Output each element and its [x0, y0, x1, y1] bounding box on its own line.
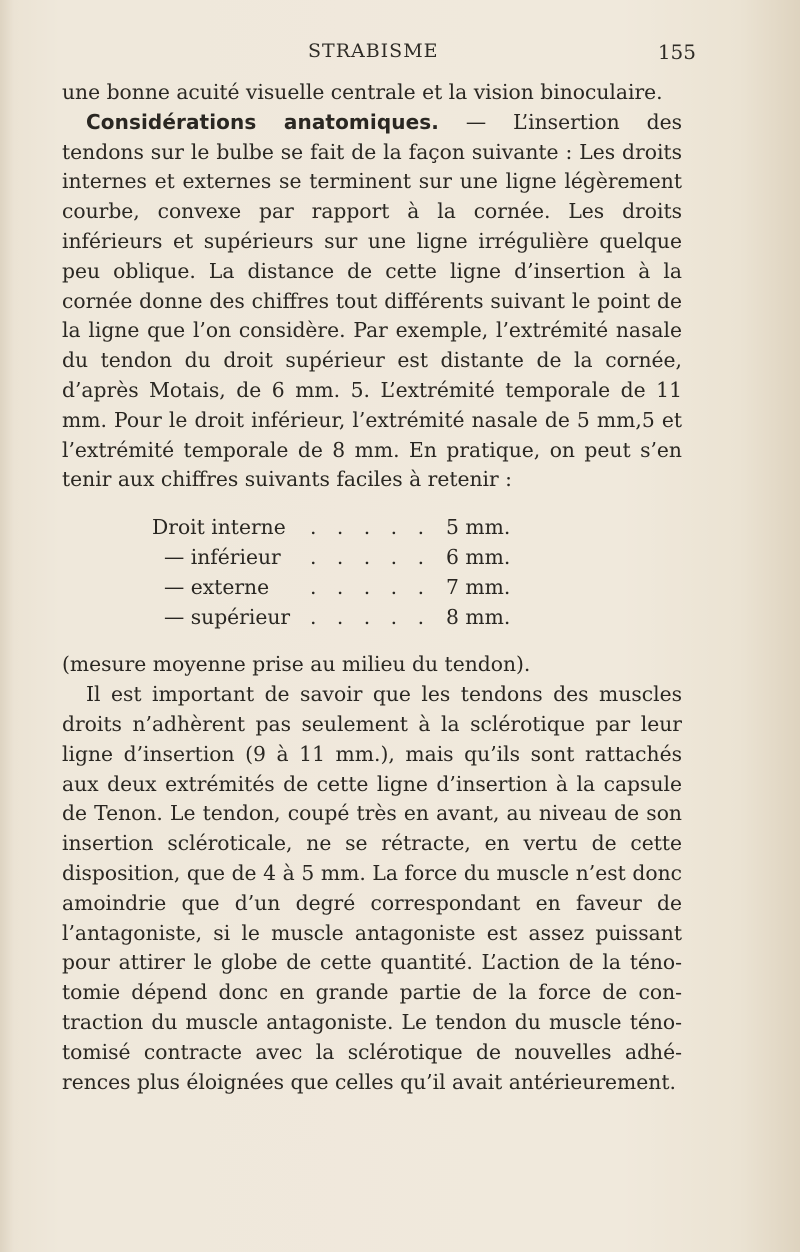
body-text — [62, 78, 682, 1097]
section-heading: Considérations anatomiques. — [86, 109, 439, 134]
measure-value: 6 mm. — [446, 544, 511, 569]
table-row — [152, 543, 510, 573]
measure-value: 8 mm. — [446, 604, 511, 629]
page-header — [62, 40, 696, 70]
leader-dots: . . . . . — [310, 515, 432, 540]
table-row — [152, 603, 510, 633]
paragraph-3: (mesure moyenne prise au milieu du tendon). — [62, 652, 531, 677]
muscle-name: Droit interne — [152, 515, 286, 540]
muscle-name: — externe — [164, 574, 270, 599]
paragraph-2-text: — L’insertion des tendons sur le bulbe se fait de la façon suivante : Les droits internes et externes se terminent sur une ligne légèrement courbe, convexe par rapport à la cornée. Les droits inférieurs et supérieurs sur une ligne irrégulière quelque peu oblique. La distance de cette ligne d’insertion à la cornée donne des chiffres tout différents suivant le point de la ligne que l’on considère. Par exemple, l’extrémité nasale du tendon du droit supérieur est distante de la cornée, d’après Motais, de 6 mm. 5. L’extrémité temporale de 11 mm. Pour le droit inférieur, l’extrémité nasale de 5 mm,5 et l’extrémité temporale de 8 mm. En pratique, on peut s’en tenir aux chiffres suivants faciles à retenir : — [62, 109, 682, 492]
leader-dots: . . . . . — [310, 574, 432, 599]
measure-value: 5 mm. — [446, 515, 511, 540]
leader-dots: . . . . . — [310, 544, 432, 569]
paragraph-4: Il est important de savoir que les tendons des muscles droits n’adhèrent pas seulement à la sclérotique par leur ligne d’insertion (9 à 11 mm.), mais qu’ils sont rattachés aux deux extrémités de cette ligne d’insertion à la capsule de Tenon. Le tendon, coupé très en avant, au niveau de son insertion scléroticale, ne se rétracte, en vertu de cette disposition, que de 4 à 5 mm. La force du muscle n’est donc amoindrie que d’un degré correspondant en faveur de l’antagoniste, si le muscle antagoniste est assez puissant pour attirer le globe de cette quantité. L’action de la ténotomie dépend donc en grande partie de la force de contraction du muscle antagoniste. Le tendon du muscle ténotomisé contracte avec la sclérotique de nouvelles adhérences plus éloignées que celles qu’il avait antérieurement. — [62, 682, 682, 1094]
table-row — [152, 513, 510, 543]
measure-value: 7 mm. — [446, 574, 511, 599]
leader-dots: . . . . . — [310, 604, 432, 629]
muscle-name: — inférieur — [164, 544, 281, 569]
running-head: STRABISME — [308, 40, 439, 62]
tendon-measures-table — [152, 513, 510, 632]
table-row — [152, 573, 510, 603]
page-number: 155 — [657, 40, 696, 64]
paragraph-1: une bonne acuité visuelle centrale et la vision binoculaire. — [62, 80, 663, 104]
muscle-name: — supérieur — [164, 604, 291, 629]
paragraph-2 — [62, 108, 682, 495]
